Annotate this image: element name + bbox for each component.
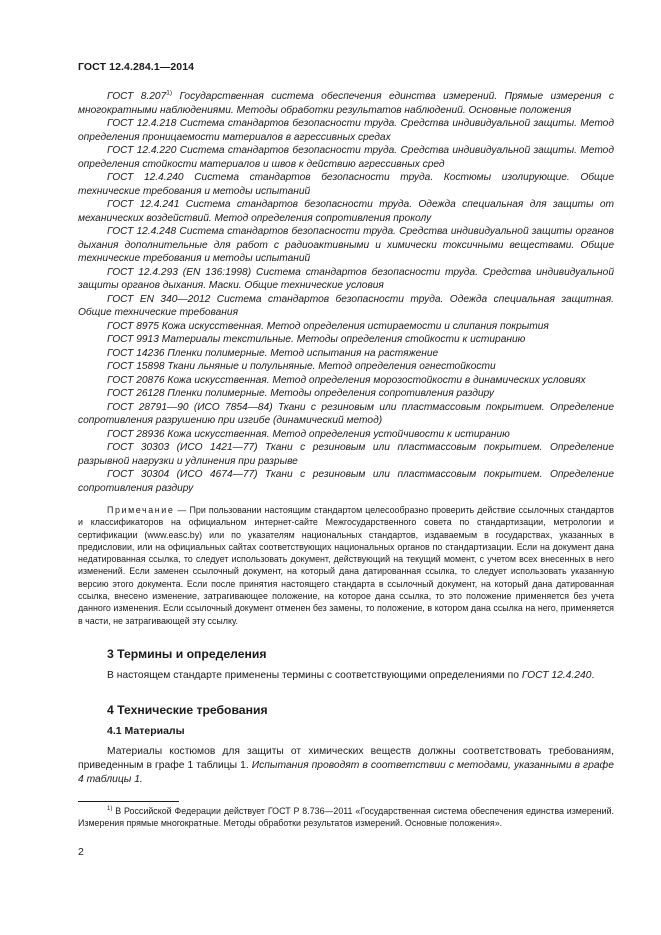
reference-code: ГОСТ EN 340—2012: [107, 293, 211, 305]
reference-item: [78, 266, 614, 293]
reference-title: Кожа искусственная. Метод определения устойчивости к истиранию: [164, 428, 510, 440]
reference-item: [78, 387, 614, 401]
section-3-heading: 3 Термины и определения: [107, 646, 267, 661]
reference-list: [78, 90, 614, 495]
note-text: При пользовании настоящим стандартом целесообразно проверить действие ссылочных стандартов и классификаторов на официальном интернет-сайте Межгосударственного совета по стандартизации, метрологии и сертификации (www.easc.by) или по указателям национальных стандартов, издаваемым в государствах, указанных в предисловии, или на официальных сайтах соответствующих национальных органов по стандартизации. Если на документ дана недатированная ссылка, то следует использовать документ, действующий на текущий момент, с учетом всех внесенных в него изменений. Если заменен ссылочный документ, на который дана датированная ссылка, то следует использовать указанную версию этого документа. Если после принятия настоящего стандарта в ссылочный документ, на который дана датированная ссылка, внесено изменение, затрагивающее положение, на которое дана ссылка, то это положение применяется без учета данного изменения. Если ссылочный документ отменен без замены, то положение, в котором дана ссылка на него, применяется в части, не затрагивающей эту ссылку.: [78, 505, 614, 626]
footnote-divider: [78, 801, 179, 802]
reference-title: Система стандартов безопасности труда. Средства индивидуальной защиты органов дыхания дополнительные для работ с радиоактивными и химически токсичными веществами. Общие технические требования и методы испытаний: [78, 226, 615, 264]
footnote-marker: 1): [107, 806, 113, 813]
reference-title: Система стандартов безопасности труда. Средства индивидуальной защиты. Метод определения проницаемости материалов в агрессивных средах: [78, 118, 614, 143]
reference-code: ГОСТ 28936: [107, 428, 165, 440]
reference-title: Ткани льняные и полульняные. Метод определения огнестойкости: [164, 361, 496, 372]
section-3-text: [78, 669, 614, 683]
reference-title: Система стандартов безопасности труда. Одежда специальная для защиты от механических воздействий. Метод определения сопротивления проколу: [78, 199, 615, 224]
reference-title: Ткани с резиновым или пластмассовым покрытием. Определение сопротивления раздиру: [78, 469, 614, 494]
page-number: 2: [78, 846, 84, 858]
reference-title: Система стандартов безопасности труда. Костюмы изолирующие. Общие технические требования и методы испытаний: [78, 172, 614, 197]
reference-code: ГОСТ 9913: [107, 334, 159, 345]
reference-code: ГОСТ 20876: [107, 374, 165, 386]
note-label: Примечание: [107, 505, 175, 515]
reference-code: ГОСТ 12.4.293 (EN 136:1998): [107, 266, 252, 278]
reference-title: Пленки полимерные. Методы определения сопротивления раздиру: [164, 388, 494, 399]
reference-item: [78, 441, 614, 468]
reference-code: ГОСТ 14236: [107, 347, 165, 359]
reference-code: ГОСТ 26128: [107, 388, 165, 399]
reference-title: Система стандартов безопасности труда. Средства индивидуальной защиты органов дыхания. Маски. Общие технические условия: [78, 266, 614, 291]
footnote-text: В Российской Федерации действует ГОСТ Р 8.736—2011 «Государственная система обеспечения единства измерений. Измерения прямые многократные. Методы обработки результатов измерений. Основные положения».: [78, 806, 614, 828]
reference-code: ГОСТ 12.4.220: [107, 145, 177, 156]
reference-title: Государственная система обеспечения единства измерений. Прямые измерения с многократными наблюдениями. Методы обработки результатов наблюдений. Основные положения: [78, 91, 614, 116]
reference-item: [78, 347, 614, 361]
page-content: [78, 90, 614, 787]
section-4-1-text: [78, 745, 614, 787]
section-3-end: .: [591, 669, 595, 681]
reference-title: Кожа искусственная. Метод определения истираемости и слипания покрытия: [158, 320, 549, 332]
section-4-1-italic: Испытания проводят в соответствии с методами, указанными в графе 4 таблицы 1.: [78, 759, 614, 785]
reference-item: [78, 90, 614, 117]
reference-title: Ткани с резиновым или пластмассовым покрытием. Определение разрывной нагрузки и удлинения при разрыве: [78, 442, 614, 467]
reference-item: [78, 401, 614, 428]
reference-item: [78, 198, 614, 225]
reference-item: [78, 171, 614, 198]
reference-code: ГОСТ 28791—90 (ИСО 7854—84): [107, 401, 273, 413]
reference-title: Материалы текстильные. Методы определения стойкости к истиранию: [158, 334, 526, 345]
reference-code: ГОСТ 12.4.241: [107, 199, 180, 210]
reference-code: ГОСТ 8.207: [107, 91, 167, 102]
note-dash: —: [174, 505, 190, 515]
section-4-1-body: Материалы костюмов для защиты от химических веществ должны соответствовать требованиям, приведенным в графе 1 таблицы 1.: [78, 745, 614, 771]
reference-item: [78, 117, 614, 144]
reference-code: ГОСТ 30304 (ИСО 4674—77): [107, 469, 258, 480]
reference-item: [78, 293, 614, 320]
footnote: [78, 805, 614, 829]
reference-item: [78, 374, 614, 388]
reference-title: Ткани с резиновым или пластмассовым покрытием. Определение сопротивления разрушению при изгибе (динамический метод): [78, 401, 614, 426]
reference-item: [78, 144, 614, 171]
reference-item: [78, 333, 614, 347]
section-4-heading: 4 Технические требования: [107, 702, 268, 717]
section-3-body: В настоящем стандарте применены термины с соответствующими определениями по: [107, 669, 522, 681]
reference-item: [78, 225, 614, 266]
document-header: ГОСТ 12.4.284.1—2014: [78, 61, 195, 73]
section-4-1-heading: 4.1 Материалы: [107, 724, 185, 737]
reference-title: Система стандартов безопасности труда. Средства индивидуальной защиты. Метод определения стойкости материалов и швов к действию агрессивных сред: [78, 145, 614, 170]
reference-footnote-marker: 1): [166, 89, 173, 97]
reference-item: [78, 320, 614, 334]
reference-code: ГОСТ 30303 (ИСО 1421—77): [107, 442, 258, 453]
reference-code: ГОСТ 15898: [107, 361, 165, 372]
section-3-ref: ГОСТ 12.4.240: [521, 669, 592, 681]
note-paragraph: [78, 504, 614, 627]
reference-code: ГОСТ 12.4.248: [107, 226, 177, 237]
reference-code: ГОСТ 12.4.218: [107, 118, 177, 129]
reference-code: ГОСТ 12.4.240: [107, 172, 184, 183]
reference-code: ГОСТ 8975: [107, 320, 159, 332]
reference-title: Система стандартов безопасности труда. Одежда специальная защитная. Общие технические требования: [78, 293, 614, 318]
reference-item: [78, 360, 614, 374]
reference-item: [78, 468, 614, 495]
reference-item: [78, 428, 614, 442]
reference-title: Пленки полимерные. Метод испытания на растяжение: [164, 347, 439, 359]
reference-title: Кожа искусственная. Метод определения морозостойкости в динамических условиях: [164, 374, 586, 386]
